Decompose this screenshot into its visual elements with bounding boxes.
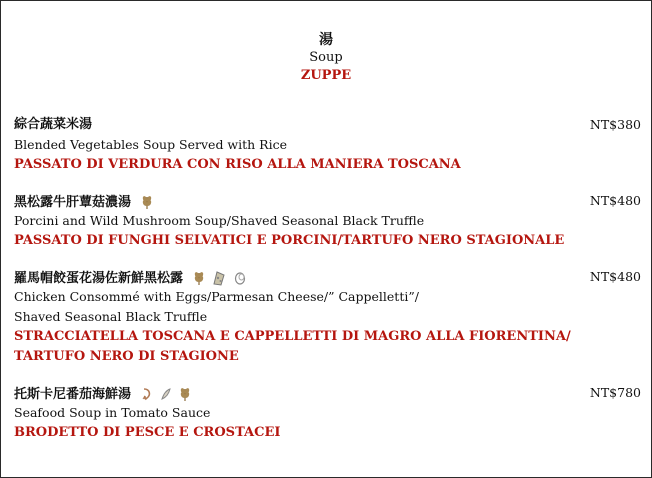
item-price: NT$480	[589, 269, 641, 284]
egg-icon	[233, 270, 247, 286]
item-name-en: Blended Vegetables Soup Served with Rice	[14, 137, 287, 152]
item-price: NT$380	[589, 117, 641, 132]
item-name-it: STRACCIATELLA TOSCANA E CAPPELLETTI DI MAGRO ALLA FIORENTINA/	[14, 329, 571, 344]
item-name-en: Shaved Seasonal Black Truffle	[14, 309, 208, 324]
item-name-zh: 托斯卡尼番茄海鮮湯	[14, 387, 132, 402]
item-name-zh: 羅馬帽餃蛋花湯佐新鮮黑松露	[14, 271, 184, 286]
item-price: NT$480	[589, 193, 641, 208]
wheat-icon	[179, 386, 191, 402]
menu-item	[14, 191, 641, 251]
section-title-en: Soup	[309, 50, 343, 65]
shrimp-icon	[141, 386, 153, 402]
item-name-it: PASSATO DI VERDURA CON RISO ALLA MANIERA TOSCANA	[14, 157, 461, 172]
item-name-it: TARTUFO NERO DI STAGIONE	[14, 349, 239, 364]
allergen-icons	[139, 192, 153, 212]
shellfish-icon	[160, 386, 172, 402]
cheese-icon	[212, 270, 226, 286]
item-name-zh: 綜合蔬菜米湯	[14, 117, 93, 132]
item-name-en: Seafood Soup in Tomato Sauce	[14, 405, 211, 420]
item-name-it: BRODETTO DI PESCE E CROSTACEI	[14, 425, 281, 440]
wheat-icon	[193, 270, 205, 286]
menu-item	[14, 115, 641, 175]
allergen-icons	[139, 384, 191, 404]
item-name-en: Chicken Consommé with Eggs/Parmesan Cheese/” Cappelletti”/	[14, 289, 419, 304]
menu-item	[14, 383, 641, 443]
item-name-en: Porcini and Wild Mushroom Soup/Shaved Seasonal Black Truffle	[14, 213, 425, 228]
item-name-it: PASSATO DI FUNGHI SELVATICI E PORCINI/TARTUFO NERO STAGIONALE	[14, 233, 565, 248]
menu-item	[14, 267, 641, 367]
item-price: NT$780	[589, 385, 641, 400]
item-name-zh: 黑松露牛肝蕈菇濃湯	[14, 195, 132, 210]
wheat-icon	[141, 194, 153, 210]
section-title-zh: 湯	[319, 32, 333, 48]
section-title-it: ZUPPE	[300, 68, 352, 83]
allergen-icons	[191, 268, 247, 288]
section-header	[1, 31, 651, 85]
